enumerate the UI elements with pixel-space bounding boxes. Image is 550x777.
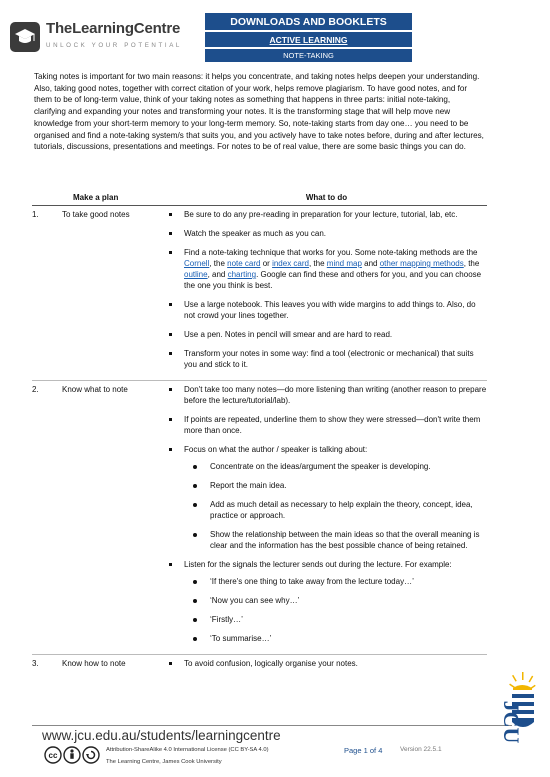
banner-section: DOWNLOADS AND BOOKLETS: [205, 13, 412, 30]
sub-list-item: ‘Now you can see why…’: [184, 595, 487, 606]
row-items: [166, 206, 487, 381]
license-text: Attribution-ShareAlike 4.0 International License (CC BY-SA 4.0): [106, 747, 269, 753]
list-item: If points are repeated, underline them to show they were stressed—don't write them more than once.: [166, 414, 487, 436]
by-icon: [64, 747, 80, 763]
text-span: , the: [308, 259, 327, 268]
jcu-logo: [488, 672, 536, 772]
list-item: Be sure to do any pre-reading in preparation for your lecture, tutorial, lab, etc.: [166, 209, 487, 220]
list-item-focus: [166, 444, 487, 551]
list-item: Transform your notes in some way: find a tool (electronic or mechanical) that suits you and stick to it.: [166, 348, 487, 370]
row-number: 1.: [32, 210, 39, 219]
text-span: Find a note-taking technique that works for you. Some note-taking methods are the: [184, 248, 478, 257]
table-row: [32, 655, 487, 680]
row-label: Know how to note: [62, 659, 126, 668]
link-note-card[interactable]: note card: [227, 259, 261, 268]
sub-list-item: Concentrate on the ideas/argument the speaker is developing.: [184, 461, 487, 472]
list-item: Don't take too many notes—do more listening than writing (another reason to prepare before the lecture/tutorial/lab).: [166, 384, 487, 406]
cc-icon: [45, 747, 61, 763]
row-items: [166, 381, 487, 655]
banner-topic: NOTE-TAKING: [205, 49, 412, 62]
org-text: The Learning Centre, James Cook University: [106, 759, 222, 765]
sub-list-item: ‘To summarise…’: [184, 633, 487, 644]
title-banner: [205, 13, 412, 62]
sub-list-item: Show the relationship between the main ideas so that the overall meaning is clear and the information has the best possible chance of being retained.: [184, 529, 487, 551]
link-mind-map[interactable]: mind map: [326, 259, 362, 268]
list-item: Use a large notebook. This leaves you with wide margins to add things to. Also, do not crowd your lines together.: [166, 299, 487, 321]
sub-list-item: ‘Firstly…’: [184, 614, 487, 625]
sub-list-item: Report the main idea.: [184, 480, 487, 491]
col-header-todo: What to do: [305, 193, 348, 202]
link-index-card[interactable]: index card: [272, 259, 309, 268]
intro-paragraph: Taking notes is important for two main reasons: it helps you concentrate, and taking notes helps deepen your understanding. Also, taking good notes, together with correct citation of your work, helps remove plagiarism. To have good notes, and for them to be of long-term value, think of your taking notes as something that happens in three parts: initial note-taking, clarifying and expanding your notes and transforming your notes. It is the transforming stage that will help move new knowledge from your short-term memory to your long-term memory. So, note-taking starts from day one… you need to be organised and find a note-taking system/s that suits you, and you actively have to take notes before, during and after lectures, tutorials, discussions, presentations and meetings. For notes to be of real value, there are some basic things you can do.: [34, 72, 484, 152]
text-span: , the: [209, 259, 228, 268]
list-item-techniques: [166, 247, 487, 291]
plan-table: [32, 190, 487, 679]
text-span: , and: [207, 270, 228, 279]
learning-centre-logo[interactable]: [10, 20, 200, 60]
link-other-mapping[interactable]: other mapping methods: [379, 259, 464, 268]
sub-list: [184, 576, 487, 644]
footer-divider: [32, 725, 512, 726]
row-label: To take good notes: [62, 210, 130, 219]
graduation-cap-icon: [10, 22, 40, 52]
logo-name: TheLearningCentre: [46, 20, 181, 37]
text-span: and: [361, 259, 380, 268]
table-header-row: [32, 190, 487, 206]
list-item-signals: [166, 559, 487, 644]
cc-license-icons[interactable]: [44, 746, 100, 769]
banner-category[interactable]: ACTIVE LEARNING: [205, 32, 412, 47]
page-number: Page 1 of 4: [344, 746, 383, 755]
logo-tagline: UNLOCK YOUR POTENTIAL: [46, 42, 182, 49]
page-footer: [0, 722, 550, 777]
text-span: Focus on what the author / speaker is talking about:: [184, 445, 368, 454]
list-item: To avoid confusion, logically organise your notes.: [166, 658, 487, 669]
table-row: [32, 206, 487, 381]
row-label: Know what to note: [62, 385, 128, 394]
sa-icon: [83, 747, 99, 763]
sub-list: [184, 461, 487, 551]
row-number: 2.: [32, 385, 39, 394]
footer-url-link[interactable]: www.jcu.edu.au/students/learningcentre: [42, 728, 281, 743]
page-header: [0, 0, 550, 62]
col-header-plan: Make a plan: [73, 193, 119, 202]
row-items: [166, 655, 487, 680]
row-number: 3.: [32, 659, 39, 668]
table-row: [32, 381, 487, 655]
sub-list-item: Add as much detail as necessary to help explain the theory, concept, idea, practice or approach.: [184, 499, 487, 521]
text-span: . Google can find these and others for you, and you can choose the one you think is best.: [184, 270, 482, 290]
svg-text:cc: cc: [48, 751, 58, 760]
sub-list-item: ‘If there's one thing to take away from the lecture today…’: [184, 576, 487, 587]
link-charting[interactable]: charting: [227, 270, 257, 279]
list-item: Watch the speaker as much as you can.: [166, 228, 487, 239]
text-span: or: [260, 259, 273, 268]
version-text: Version 22.5.1: [400, 746, 442, 753]
jcu-text: JCU: [499, 700, 524, 744]
link-outline[interactable]: outline: [184, 270, 208, 279]
text-span: , the: [463, 259, 480, 268]
link-cornell[interactable]: Cornell: [184, 259, 210, 268]
list-item: Use a pen. Notes in pencil will smear and are hard to read.: [166, 329, 487, 340]
text-span: Listen for the signals the lecturer sends out during the lecture. For example:: [184, 560, 452, 569]
